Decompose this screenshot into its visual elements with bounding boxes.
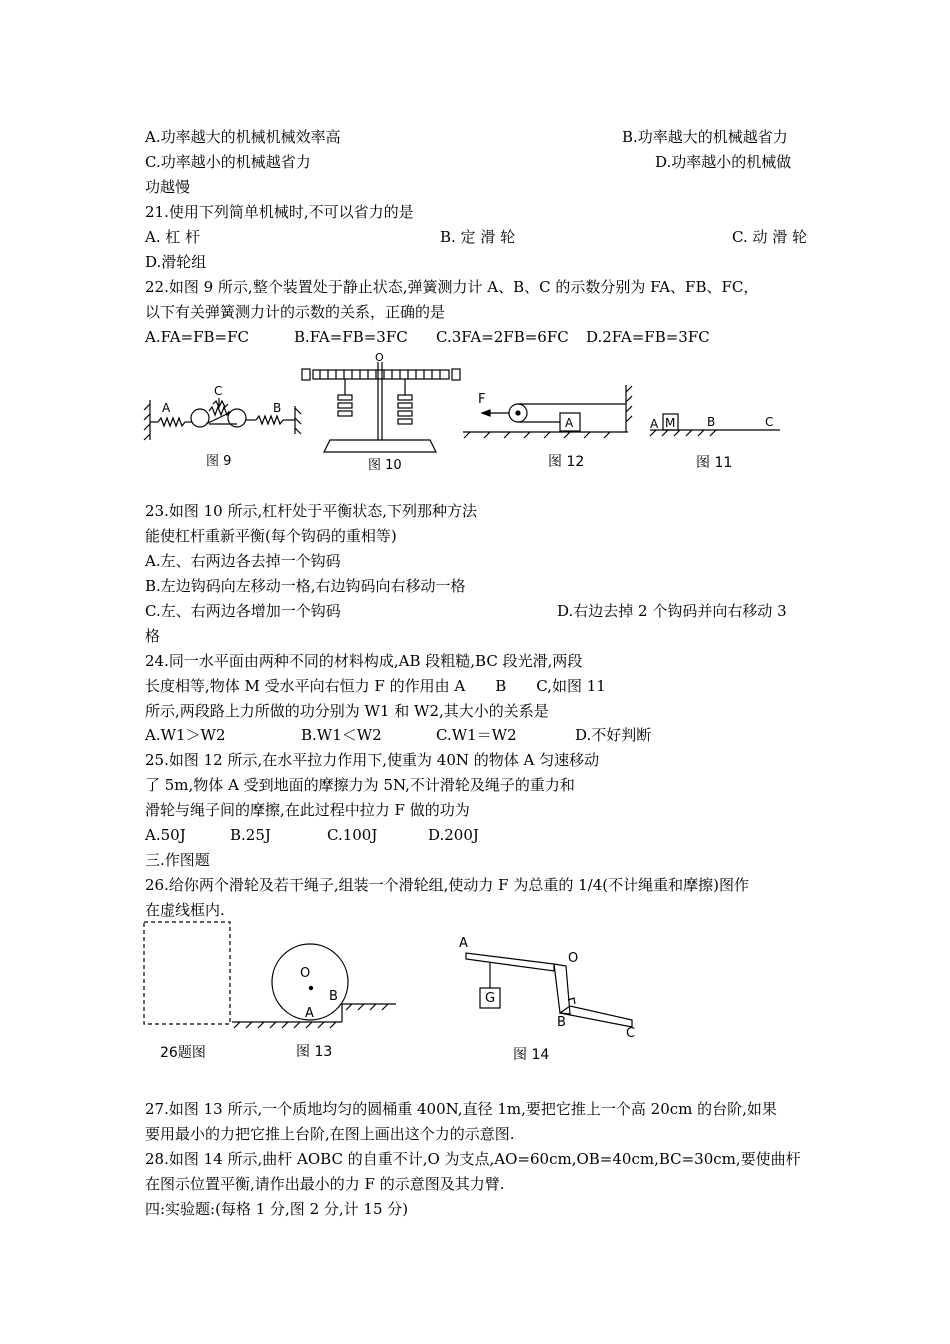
q22-stem-line1: 22.如图 9 所示,整个装置处于静止状态,弹簧测力计 A、B、C 的示数分别为 FA、FB、FC， (145, 278, 759, 296)
q20-option-c: C.功率越小的机械越省力 (145, 153, 311, 171)
q28-stem-line2: 在图示位置平衡,请作出最小的力 F 的示意图及其力臂. (145, 1175, 505, 1193)
q21-option-b: B. 定 滑 轮 (440, 228, 516, 246)
fig13-label-o: O (300, 966, 311, 981)
q24-option-a: A.W1＞W2 (145, 726, 226, 744)
figure-10 (302, 362, 460, 452)
fig9-label-a: A (162, 401, 171, 415)
q25-option-b: B.25J (230, 826, 271, 844)
q25-option-d: D.200J (428, 826, 479, 844)
fig10-label-o: O (375, 351, 384, 364)
q26-stem-line2: 在虚线框内. (145, 901, 225, 919)
q27-stem-line1: 27.如图 13 所示,一个质地均匀的圆桶重 400N,直径 1m,要把它推上一个高 20cm 的台阶,如果 (145, 1100, 777, 1118)
fig11-label-c: C (765, 415, 774, 429)
q23-stem-line2: 能使杠杆重新平衡(每个钩码的重相等) (145, 527, 397, 545)
q23-option-a: A.左、右两边各去掉一个钩码 (145, 552, 341, 570)
q24-option-b: B.W1＜W2 (301, 726, 382, 744)
q23-option-b: B.左边钩码向左移动一格,右边钩码向右移动一格 (145, 577, 466, 595)
fig14-caption: 图 14 (513, 1047, 550, 1063)
fig13-caption: 图 13 (296, 1044, 333, 1060)
fig14-label-b: B (557, 1015, 566, 1030)
fig14-label-a: A (459, 936, 468, 951)
section-3-title: 三.作图题 (145, 851, 210, 869)
q23-option-d: D.右边去掉 2 个钩码并向右移动 3 (557, 602, 787, 620)
q22-option-c: C.3FA=2FB=6FC (436, 328, 569, 346)
q27-stem-line2: 要用最小的力把它推上台阶,在图上画出这个力的示意图. (145, 1125, 515, 1143)
q20-option-a: A.功率越大的机械机械效率高 (145, 128, 341, 146)
q20-option-d-continued: 功越慢 (145, 178, 191, 196)
q21-option-d: D.滑轮组 (145, 253, 207, 271)
fig11-label-a: A (650, 417, 659, 431)
fig26-caption: 26题图 (160, 1045, 206, 1061)
q22-option-a: A.FA=FB=FC (145, 328, 249, 346)
figure-12 (463, 385, 632, 438)
q24-option-d: D.不好判断 (575, 726, 652, 744)
fig11-label-b: B (707, 415, 716, 429)
fig14-label-o: O (568, 951, 579, 966)
fig9-label-c: C (214, 384, 223, 398)
figure-13 (232, 944, 396, 1028)
q24-stem-line3: 所示,两段路上力所做的功分别为 W1 和 W2,其大小的关系是 (145, 702, 549, 720)
q26-stem-line1: 26.给你两个滑轮及若干绳子,组装一个滑轮组,使动力 F 为总重的 1/4(不计绳重和摩擦)图作 (145, 876, 749, 894)
fig12-caption: 图 12 (548, 454, 585, 470)
q21-option-a: A. 杠 杆 (145, 228, 201, 246)
fig14-label-g: G (485, 991, 496, 1006)
q23-option-d-continued: 格 (145, 627, 161, 645)
fig10-caption: 图 10 (368, 458, 402, 473)
q21-option-c: C. 动 滑 轮 (732, 228, 808, 246)
q25-option-a: A.50J (145, 826, 186, 844)
fig11-caption: 图 11 (696, 455, 733, 471)
q22-stem-line2: 以下有关弹簧测力计的示数的关系，正确的是 (145, 303, 446, 321)
q24-stem-line2: 长度相等,物体 M 受水平向右恒力 F 的作用由 A B C,如图 11 (145, 677, 606, 695)
fig11-label-m: M (665, 416, 676, 430)
section-4-title: 四:实验题:(每格 1 分,图 2 分,计 15 分) (145, 1200, 409, 1218)
fig13-label-b: B (329, 989, 338, 1004)
q24-stem-line1: 24.同一水平面由两种不同的材料构成,AB 段粗糙,BC 段光滑,两段 (145, 652, 583, 670)
q20-option-b: B.功率越大的机械越省力 (622, 128, 788, 146)
q22-option-d: D.2FA=FB=3FC (586, 328, 710, 346)
q25-stem-line2: 了 5m,物体 A 受到地面的摩擦力为 5N,不计滑轮及绳子的重力和 (145, 776, 575, 794)
fig12-label-a: A (565, 416, 574, 430)
fig9-label-b: B (273, 401, 282, 415)
fig9-caption: 图 9 (206, 454, 232, 469)
q28-stem-line1: 28.如图 14 所示,曲杆 AOBC 的自重不计,O 为支点,AO=60cm,OB=40cm,BC=30cm,要使曲杆 (145, 1150, 801, 1168)
q25-option-c: C.100J (327, 826, 378, 844)
figure-26-dashed-box (144, 922, 230, 1024)
q25-stem-line3: 滑轮与绳子间的摩擦,在此过程中拉力 F 做的功为 (145, 801, 470, 819)
q23-option-c: C.左、右两边各增加一个钩码 (145, 602, 341, 620)
fig12-label-f: F (478, 392, 486, 407)
q24-option-c: C.W1＝W2 (436, 726, 517, 744)
q25-stem-line1: 25.如图 12 所示,在水平拉力作用下,使重为 40N 的物体 A 匀速移动 (145, 751, 600, 769)
q21-stem: 21.使用下列简单机械时,不可以省力的是 (145, 203, 414, 221)
fig13-label-a: A (305, 1006, 314, 1021)
q22-option-b: B.FA=FB=3FC (294, 328, 408, 346)
fig14-label-c: C (626, 1026, 636, 1041)
q23-stem-line1: 23.如图 10 所示,杠杆处于平衡状态,下列那种方法 (145, 502, 478, 520)
q20-option-d: D.功率越小的机械做 (655, 153, 792, 171)
